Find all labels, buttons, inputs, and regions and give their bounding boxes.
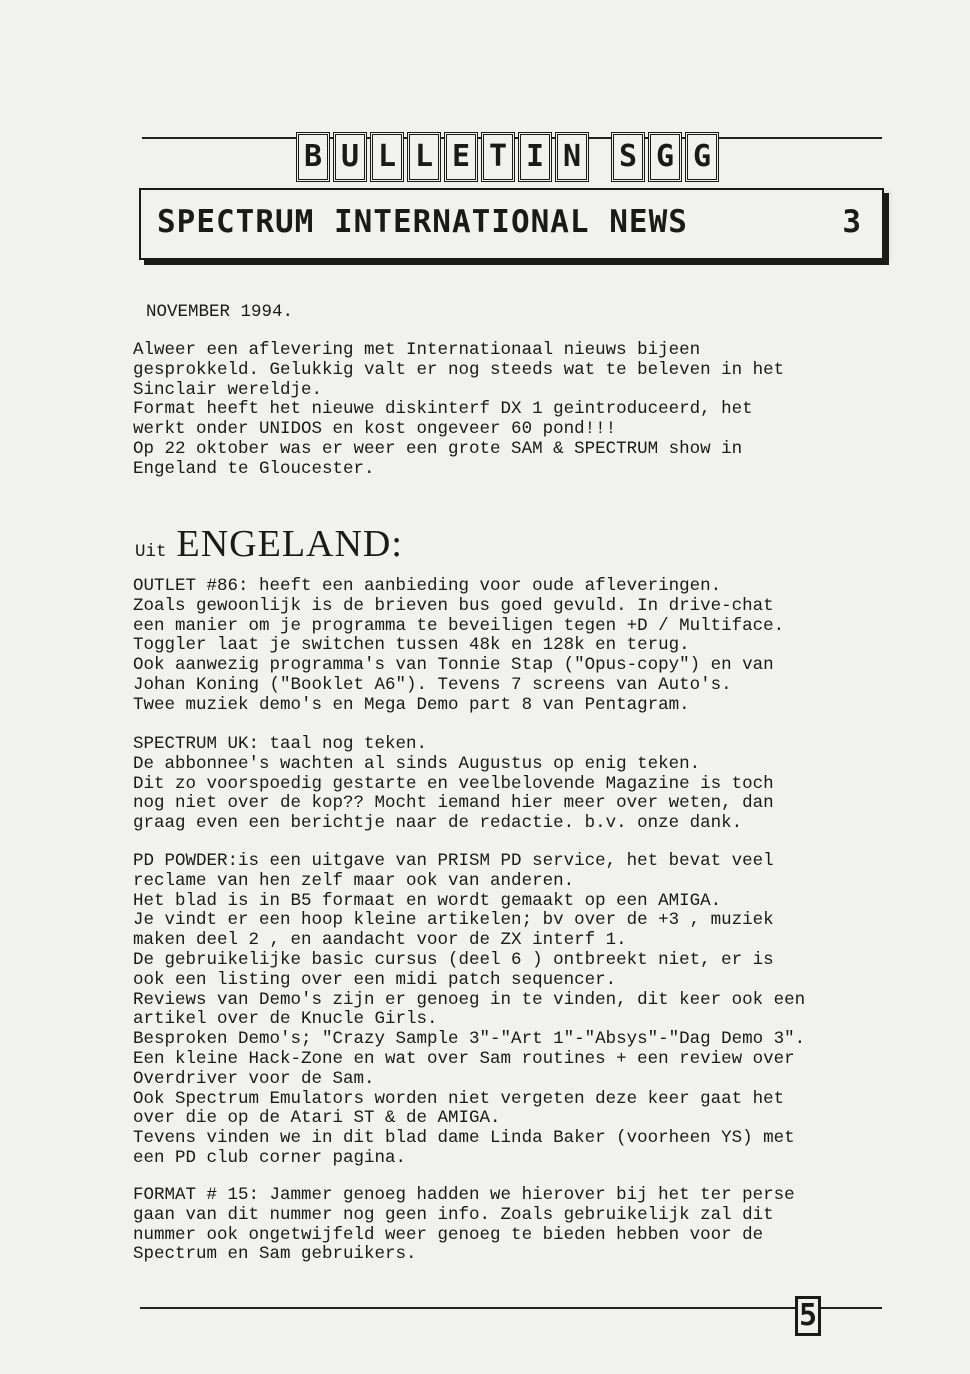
- text-line: OUTLET #86: heeft een aanbieding voor oude afleveringen.: [133, 576, 722, 596]
- text-line: Engeland te Gloucester.: [133, 458, 375, 479]
- text-line: Zoals gewoonlijk is de brieven bus goed gevuld. In drive-chat: [133, 595, 774, 616]
- logo-letter: G: [685, 132, 719, 182]
- text-line: Twee muziek demo's en Mega Demo part 8 van Pentagram.: [133, 694, 690, 715]
- bottom-rule: [140, 1307, 882, 1309]
- text-line: nog niet over de kop?? Mocht iemand hier meer over weten, dan: [133, 793, 774, 814]
- page-title: [157, 204, 862, 240]
- text-line: Op 22 oktober was er weer een grote SAM & SPECTRUM show in: [133, 438, 743, 459]
- text-line: werkt onder UNIDOS en kost ongeveer 60 pond!!!: [133, 419, 617, 440]
- logo-letter: L: [370, 132, 404, 182]
- logo-letter: U: [333, 132, 367, 182]
- logo-letter: B: [296, 132, 330, 182]
- text-line: De abbonnee's wachten al sinds Augustus op enig teken.: [133, 753, 701, 774]
- text-line: ook een listing over een midi patch sequencer.: [133, 969, 617, 990]
- text-line: graag even een berichtje naar de redactie. b.v. onze dank.: [133, 813, 743, 834]
- text-line: gesprokkeld. Gelukkig valt er nog steeds wat te beleven in het: [133, 359, 785, 380]
- text-line: Besproken Demo's; "Crazy Sample 3"-"Art 1"-"Absys"-"Dag Demo 3".: [133, 1029, 806, 1050]
- section-prefix: Uit: [135, 542, 167, 562]
- section-title: ENGELAND:: [176, 523, 403, 565]
- issue-number: 3: [842, 204, 862, 240]
- logo-letter: L: [407, 132, 441, 182]
- page-number: 5: [795, 1296, 821, 1336]
- logo-letter: S: [611, 132, 645, 182]
- text-line: Overdriver voor de Sam.: [133, 1068, 375, 1089]
- text-line: Johan Koning ("Booklet A6"). Tevens 7 screens van Auto's.: [133, 674, 732, 695]
- text-line: Spectrum en Sam gebruikers.: [133, 1244, 417, 1265]
- text-line: FORMAT # 15: Jammer genoeg hadden we hierover bij het ter perse: [133, 1185, 795, 1205]
- text-line: nummer ook ongetwijfeld weer genoeg te bieden hebben voor de: [133, 1224, 764, 1245]
- text-line: artikel over de Knucle Girls.: [133, 1009, 438, 1030]
- logo-gap: [592, 128, 608, 186]
- text-line: Reviews van Demo's zijn er genoeg in te vinden, dit keer ook een: [133, 989, 806, 1010]
- text-line: reclame van hen zelf maar ook van anderen.: [133, 870, 575, 891]
- text-line: Sinclair wereldje.: [133, 379, 323, 400]
- spectrum-uk-paragraph: [133, 735, 885, 834]
- logo-letter: G: [648, 132, 682, 182]
- text-line: Format heeft het nieuwe diskinterf DX 1 geintroduceerd, het: [133, 399, 753, 420]
- text-line: Het blad is in B5 formaat en wordt gemaakt op een AMIGA.: [133, 890, 722, 911]
- text-line: maken deel 2 , en aandacht voor de ZX interf 1.: [133, 930, 627, 951]
- intro-paragraph: [133, 341, 885, 480]
- text-line: over die op de Atari ST & de AMIGA.: [133, 1108, 501, 1129]
- text-line: Ook Spectrum Emulators worden niet vergeten deze keer gaat het: [133, 1088, 785, 1109]
- text-line: Dit zo voorspoedig gestarte en veelbelovende Magazine is toch: [133, 773, 774, 794]
- pd-powder-paragraph: [133, 852, 885, 1169]
- text-line: PD POWDER:is een uitgave van PRISM PD service, het bevat veel: [133, 851, 774, 871]
- format-paragraph: [133, 1186, 885, 1265]
- logo-letter: N: [555, 132, 589, 182]
- text-line: een manier om je programma te beveiligen tegen +D / Multiface.: [133, 615, 785, 636]
- text-line: Een kleine Hack-Zone en wat over Sam routines + een review over: [133, 1048, 795, 1069]
- outlet-paragraph: [133, 577, 885, 716]
- bulletin-sgg-logo: [296, 128, 719, 186]
- section-heading: [135, 522, 403, 566]
- text-line: De gebruikelijke basic cursus (deel 6 ) ontbreekt niet, er is: [133, 949, 774, 970]
- title-text: SPECTRUM INTERNATIONAL NEWS: [157, 204, 688, 240]
- logo-letter: I: [518, 132, 552, 182]
- text-line: SPECTRUM UK: taal nog teken.: [133, 734, 428, 754]
- text-line: Toggler laat je switchen tussen 48k en 128k en terug.: [133, 635, 690, 656]
- text-line: gaan van dit nummer nog geen info. Zoals gebruikelijk zal dit: [133, 1204, 774, 1225]
- text-line: Tevens vinden we in dit blad dame Linda Baker (voorheen YS) met: [133, 1128, 795, 1149]
- title-box: [139, 188, 884, 260]
- logo-letter: E: [444, 132, 478, 182]
- text-line: Alweer een aflevering met Internationaal nieuws bijeen: [133, 340, 701, 360]
- issue-date: NOVEMBER 1994.: [146, 302, 294, 322]
- logo-letter: T: [481, 132, 515, 182]
- text-line: Ook aanwezig programma's van Tonnie Stap ("Opus-copy") en van: [133, 655, 774, 676]
- text-line: Je vindt er een hoop kleine artikelen; bv over de +3 , muziek: [133, 910, 774, 931]
- text-line: een PD club corner pagina.: [133, 1147, 407, 1168]
